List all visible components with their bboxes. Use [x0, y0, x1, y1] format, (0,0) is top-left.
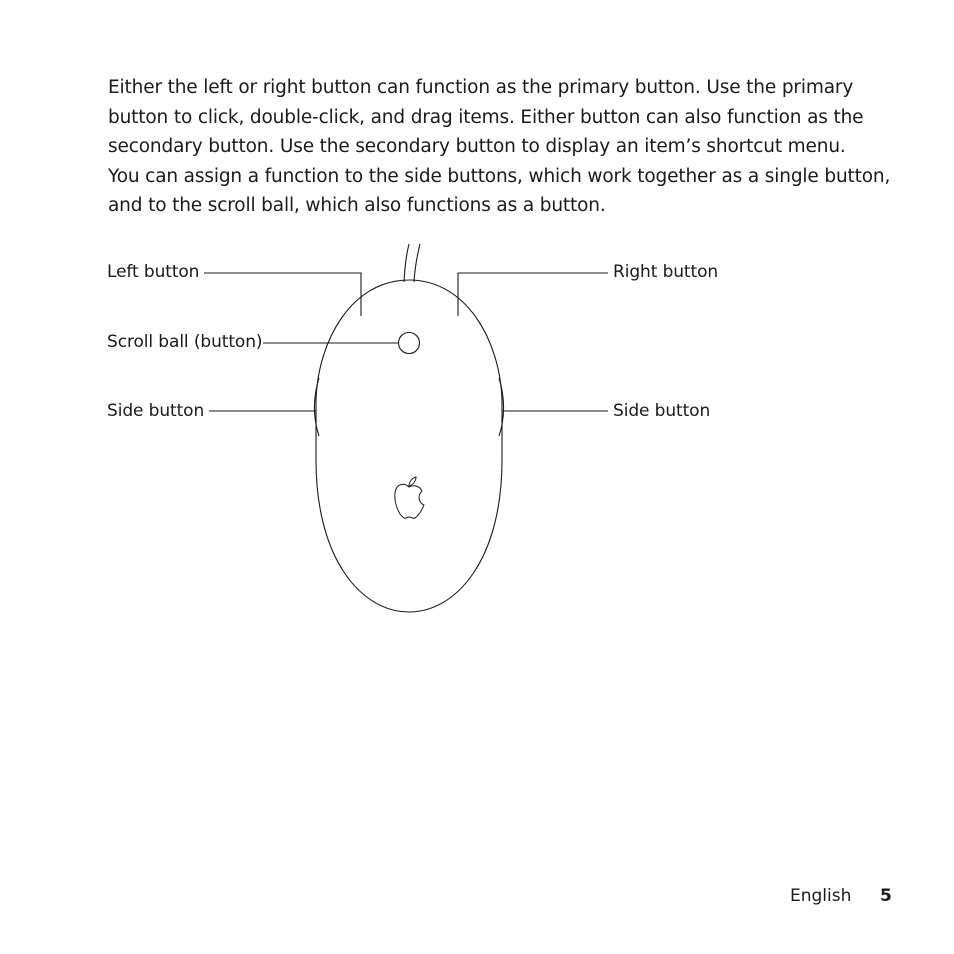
mouse-cable — [404, 244, 409, 282]
footer-language: English — [790, 886, 852, 906]
body-line: secondary button. Use the secondary button to display an item’s shortcut menu. — [108, 136, 846, 157]
scroll-ball-label: Scroll ball (button) — [107, 332, 263, 352]
apple-logo-icon — [395, 477, 424, 518]
body-line: Either the left or right button can function as the primary button. Use the primary — [108, 77, 854, 98]
body-line: and to the scroll ball, which also functions as a button. — [108, 195, 606, 216]
side-button-left-shape — [315, 378, 320, 436]
body-line: You can assign a function to the side buttons, which work together as a single button, — [108, 165, 891, 187]
mouse-body — [316, 280, 502, 612]
left-button-leader — [204, 273, 361, 316]
scroll-ball-shape — [399, 333, 420, 354]
right-button-label: Right button — [613, 262, 719, 282]
side-button-right-shape — [499, 378, 504, 436]
side-button-left-label: Side button — [107, 401, 205, 421]
page-number: 5 — [880, 886, 892, 906]
body-line: button to click, double-click, and drag items. Either button can also function as the — [108, 106, 864, 128]
right-button-leader — [458, 273, 608, 316]
side-button-right-label: Side button — [613, 401, 711, 421]
left-button-label: Left button — [107, 262, 200, 282]
mouse-cable — [414, 244, 420, 282]
